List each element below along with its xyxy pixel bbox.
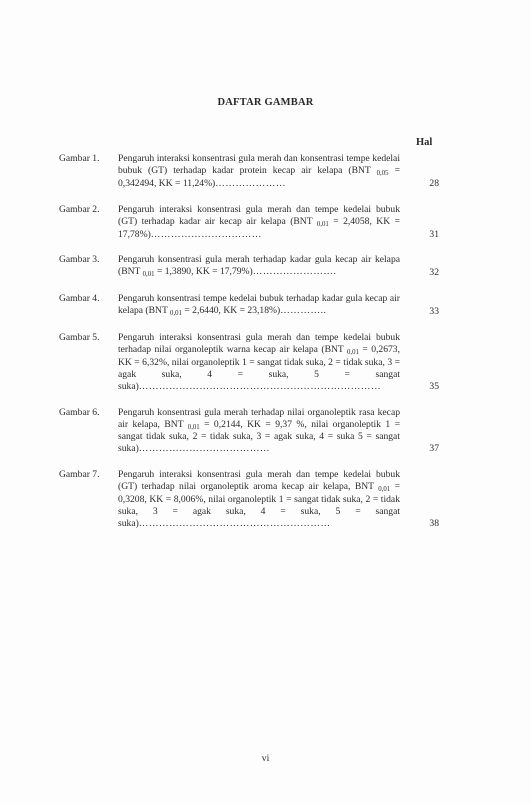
leader-dots: ………….. xyxy=(280,305,327,317)
caption-subscript: 0,01 xyxy=(142,271,155,279)
list-item[interactable] xyxy=(59,254,439,279)
figure-label: Gambar 5. xyxy=(59,332,100,344)
caption-text: Pengaruh interaksi konsentrasi gula merah dan tempe kedelai bubuk terhadap nilai organoleptik warna kecap air kelapa (BNT xyxy=(118,332,400,355)
caption-text: = 0,3208, KK = 8,006%, nilai organoleptik 1 = sangat tidak suka, 2 = tidak suka, 3 = agak suka, 4 = suka, 5 = sangat suka) xyxy=(118,481,401,529)
footer-page-number: vi xyxy=(261,753,270,764)
figure-page-number: 35 xyxy=(429,380,439,392)
figure-page-number: 28 xyxy=(429,177,439,189)
caption-text: Pengaruh konsentrasi gula merah terhadap kadar gula kecap air kelapa (BNT xyxy=(118,254,400,278)
page-column-label: Hal xyxy=(416,137,433,148)
caption-subscript: 0,01 xyxy=(347,348,359,356)
list-item[interactable] xyxy=(59,204,439,241)
leader-dots: ……………………………………………………………… xyxy=(138,380,382,392)
caption-subscript: 0,01 xyxy=(316,220,329,228)
caption-text: = 0,2144, KK = 9,37 %, nilai organoleptik 1 = sangat tidak suka, 2 = tidak suka, 3 = agak suka, 4 = suka 5 = sangat suka) xyxy=(118,418,400,455)
caption-subscript: 0,05 xyxy=(376,169,389,177)
figure-caption xyxy=(118,293,400,318)
page-title: DAFTAR GAMBAR xyxy=(217,97,314,108)
figure-list xyxy=(59,153,439,544)
figure-page-number: 37 xyxy=(429,443,439,455)
figure-page-number: 31 xyxy=(429,228,439,240)
figure-caption xyxy=(118,407,400,456)
caption-text: Pengaruh interaksi konsentrasi gula merah dan konsentrasi tempe kedelai bubuk (GT) terhadap kadar protein kecap air kelapa (BNT xyxy=(118,153,400,176)
figure-page-number: 32 xyxy=(429,267,439,279)
caption-text: = 2,6440, KK = 23,18%) xyxy=(181,305,281,317)
list-item[interactable] xyxy=(59,407,439,456)
figure-label: Gambar 7. xyxy=(59,469,100,481)
figure-label: Gambar 6. xyxy=(59,406,100,418)
list-item[interactable] xyxy=(59,332,439,393)
figure-caption xyxy=(118,153,400,190)
list-item[interactable] xyxy=(59,293,439,318)
leader-dots: ………………… xyxy=(215,177,286,189)
caption-text: = 0,2673, KK = 6,32%, nilai organoleptik 1 = sangat tidak suka, 2 = tidak suka, 3 = agak suka, 4 = suka, 5 = sangat suka) xyxy=(118,343,400,392)
leader-dots: …………………………… xyxy=(150,228,262,240)
leader-dots: ………………………………………………… xyxy=(138,517,331,529)
figure-caption xyxy=(118,332,400,393)
figure-caption xyxy=(118,469,400,530)
caption-subscript: 0,01 xyxy=(378,486,391,494)
caption-text: Pengaruh konsentrasi tempe kedelai bubuk terhadap kadar gula kecap air kelapa (BNT xyxy=(118,293,400,317)
list-item[interactable] xyxy=(59,469,439,530)
caption-text: = 0,342494, KK = 11,24%) xyxy=(118,164,401,189)
figure-caption xyxy=(118,254,400,279)
caption-subscript: 0,01 xyxy=(187,423,200,431)
leader-dots: ………………………………… xyxy=(138,443,270,455)
caption-text: Pengaruh interaksi konsentrasi gula merah dan tempe kedelai bubuk (GT) terhadap nilai organoleptik aroma kecap air kelapa, BNT xyxy=(118,469,400,493)
caption-subscript: 0,01 xyxy=(170,310,182,318)
figure-page-number: 38 xyxy=(429,517,439,529)
figure-page-number: 33 xyxy=(429,306,439,318)
caption-text: = 2,4058, KK = 17,78%) xyxy=(118,215,400,240)
figure-caption xyxy=(118,204,400,241)
list-item[interactable] xyxy=(59,153,439,190)
figure-label: Gambar 1. xyxy=(59,153,100,164)
caption-text: Pengaruh konsentrasi gula merah terhadap nilai organoleptik rasa kecap air kelapa, BNT xyxy=(118,406,400,430)
figure-label: Gambar 4. xyxy=(59,293,100,305)
figure-label: Gambar 2. xyxy=(59,203,100,215)
leader-dots: ……………………. xyxy=(252,266,337,278)
figure-label: Gambar 3. xyxy=(59,254,100,266)
caption-text: Pengaruh interaksi konsentrasi gula merah dan tempe kedelai bubuk (GT) terhadap kadar air kecap air kelapa (BNT xyxy=(118,203,400,227)
caption-text: = 1,3890, KK = 17,79%) xyxy=(154,266,253,278)
